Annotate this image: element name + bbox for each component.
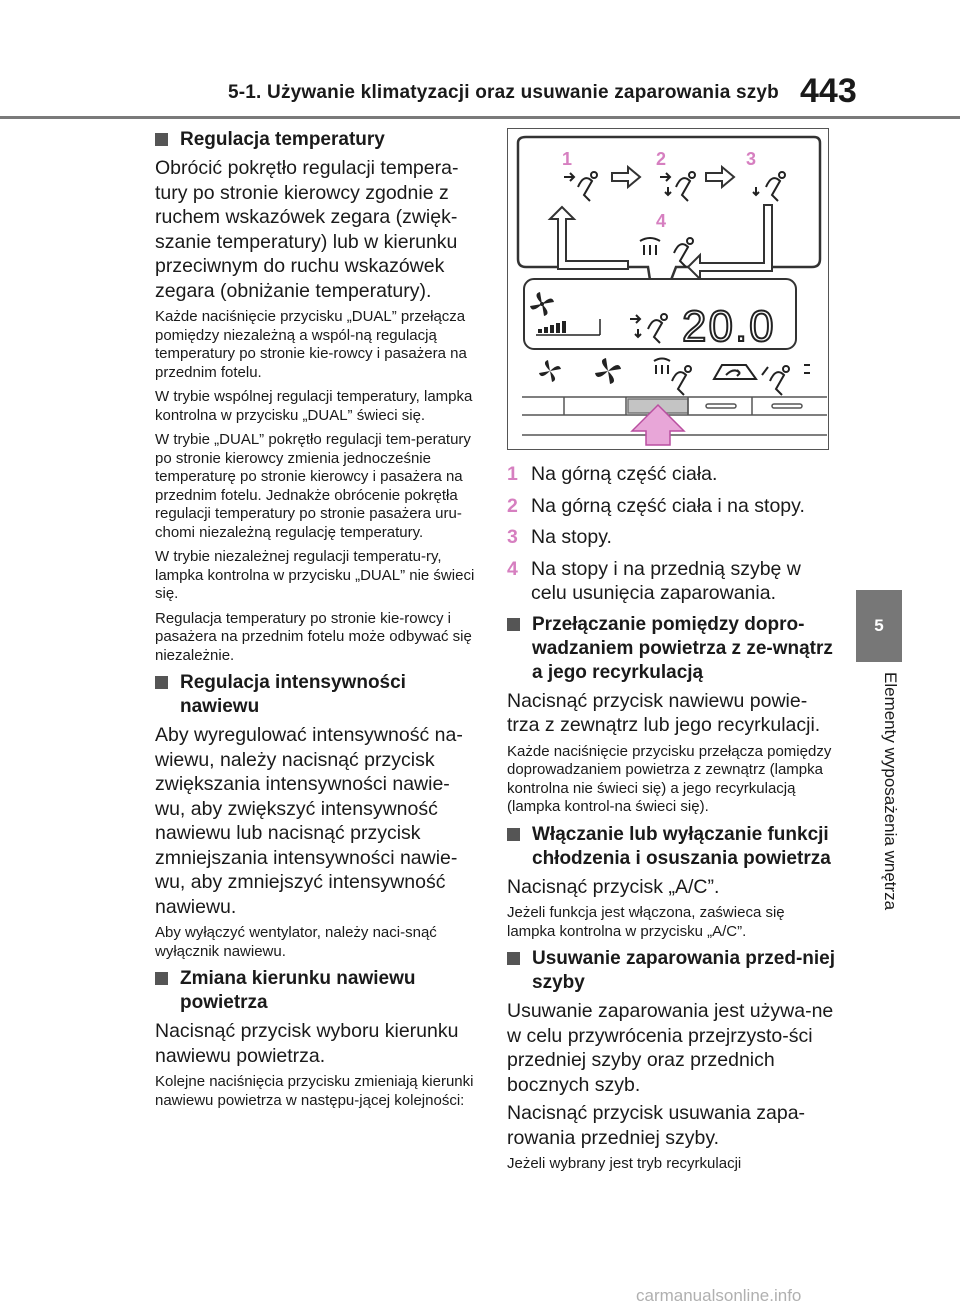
airflow-mode-button-icon: [654, 359, 691, 396]
section-defrost: [507, 947, 837, 1174]
square-bullet-icon: [155, 133, 168, 146]
note-text: Jeżeli funkcja jest włączona, zaświeca się lampka kontrolna w przycisku „A/C”.: [507, 904, 785, 940]
mode-number-1: 1: [562, 149, 573, 169]
recirculation-icon: [714, 365, 756, 379]
body-text: Nacisnąć przycisk nawiewu powie-trza z zewnątrz lub jego recyrkulacji.: [507, 689, 821, 736]
note-text: W trybie niezależnej regulacji temperatu-ry, lampka kontrolna w przycisku „DUAL” nie świeci się.: [155, 548, 475, 602]
section-heading: Regulacja temperatury: [155, 128, 480, 152]
mode-number-4: 4: [656, 211, 667, 231]
section-heading: Usuwanie zaparowania przed-niej szyby: [507, 947, 837, 995]
note-text: W trybie wspólnej regulacji temperatury, lampka kontrolna w przycisku „DUAL” świeci się.: [155, 388, 473, 424]
note-text: Każde naciśnięcie przycisku „DUAL” przełącza pomiędzy niezależną a wspól-ną regulacją temperatury po stronie kie-rowcy i pasażera na przednim fotelu.: [155, 308, 467, 381]
fan-up-icon: [595, 358, 621, 384]
section-recirculation: [507, 613, 837, 817]
left-column: [155, 122, 480, 1116]
list-item: 3 Na stopy.: [507, 526, 612, 548]
section-heading: Przełączanie pomiędzy dopro-wadzaniem powietrza z ze-wnątrz a jego recyrkulacją: [507, 613, 837, 685]
running-header: 5-1. Używanie klimatyzacji oraz usuwanie zaparowania szyb: [228, 82, 779, 103]
section-heading: Regulacja intensywności nawiewu: [155, 671, 480, 719]
mode-number-3: 3: [746, 149, 757, 169]
section-heading: Włączanie lub wyłączanie funkcji chłodzenia i osuszania powietrza: [507, 823, 837, 871]
note-text: Regulacja temperatury po stronie kie-rowcy i pasażera na przednim fotelu może odbywać się niezależnie.: [155, 609, 472, 664]
section-airflow-direction: [155, 967, 480, 1110]
square-bullet-icon: [155, 676, 168, 689]
section-ac: [507, 823, 837, 942]
body-text: Nacisnąć przycisk usuwania zapa-rowania przedniej szyby.: [507, 1102, 806, 1149]
note-text: Jeżeli wybrany jest tryb recyrkulacji: [507, 1155, 742, 1172]
square-bullet-icon: [507, 828, 520, 841]
mode-number-2: 2: [656, 149, 667, 169]
list-item: 2 Na górną część ciała i na stopy.: [507, 494, 805, 517]
square-bullet-icon: [155, 972, 168, 985]
note-text: Aby wyłączyć wentylator, należy naci-snąć wyłącznik nawiewu.: [155, 924, 437, 960]
body-text: Obrócić pokrętło regulacji tempera-tury po stronie kierowcy zgodnie z ruchem wskazówek zegara (zwięk-szanie temperatury) lub w kierunku przeciwnym do ruchu wskazówek zegara (obniżanie temperatury).: [155, 157, 459, 302]
note-text: Każde naciśnięcie przycisku przełącza pomiędzy doprowadzaniem powietrza z zewnątrz (lampka kontrolna nie świeci się) a jego recyrkulacją (lampka kontrol-na świeci się).: [507, 742, 832, 815]
section-heading: Zmiana kierunku nawiewu powietrza: [155, 967, 480, 1015]
body-text: Nacisnąć przycisk „A/C”.: [507, 875, 720, 898]
note-text: W trybie „DUAL” pokrętło regulacji tem-peratury po stronie kierowcy zmienia jednocześnie temperaturę po stronie kierowcy i pasażera na przednim fotelu. Jednakże obrócenie pokrętła regulacji temperatury po stronie pasażera uru-chomi niezależną regulację temperatury.: [155, 431, 471, 541]
watermark: carmanualsonline.info: [636, 1286, 802, 1305]
list-item: 1 Na górną część ciała.: [507, 463, 718, 485]
chapter-label: Elementy wyposażenia wnętrza: [881, 672, 900, 911]
header-rule: [0, 116, 960, 119]
chapter-tab: 5: [856, 590, 902, 662]
airflow-mode-figure: [507, 128, 829, 450]
section-temperature: [155, 128, 480, 665]
climate-panel-illustration: [508, 129, 827, 448]
list-item: 4 Na stopy i na przednią szybę w celu usunięcia zaparowania.: [507, 557, 801, 604]
page-number: 443: [800, 72, 857, 110]
temperature-readout: 20.0: [682, 302, 776, 351]
body-text: Nacisnąć przycisk wyboru kierunku nawiewu powietrza.: [155, 1020, 459, 1067]
square-bullet-icon: [507, 618, 520, 631]
right-column: [507, 459, 837, 1180]
square-bullet-icon: [507, 952, 520, 965]
body-text: Usuwanie zaparowania jest używa-ne w celu przywrócenia przejrzysto-ści przedniej szyby oraz przednich bocznych szyb.: [507, 1000, 834, 1096]
note-text: Kolejne naciśnięcia przycisku zmieniają kierunki nawiewu powietrza w następu-jącej kolejności:: [155, 1073, 474, 1109]
ac-icon: [762, 365, 810, 395]
body-text: Aby wyregulować intensywność na-wiewu, należy nacisnąć przycisk zwiększania intensywności nawie-wu, aby zwiększyć intensywność nawiewu lub nacisnąć przycisk zmniejszania intensywności nawie-wu, aby zmniejszyć intensywność nawiewu.: [155, 724, 463, 918]
section-fan-speed: [155, 671, 480, 961]
fan-down-icon: [539, 360, 561, 382]
